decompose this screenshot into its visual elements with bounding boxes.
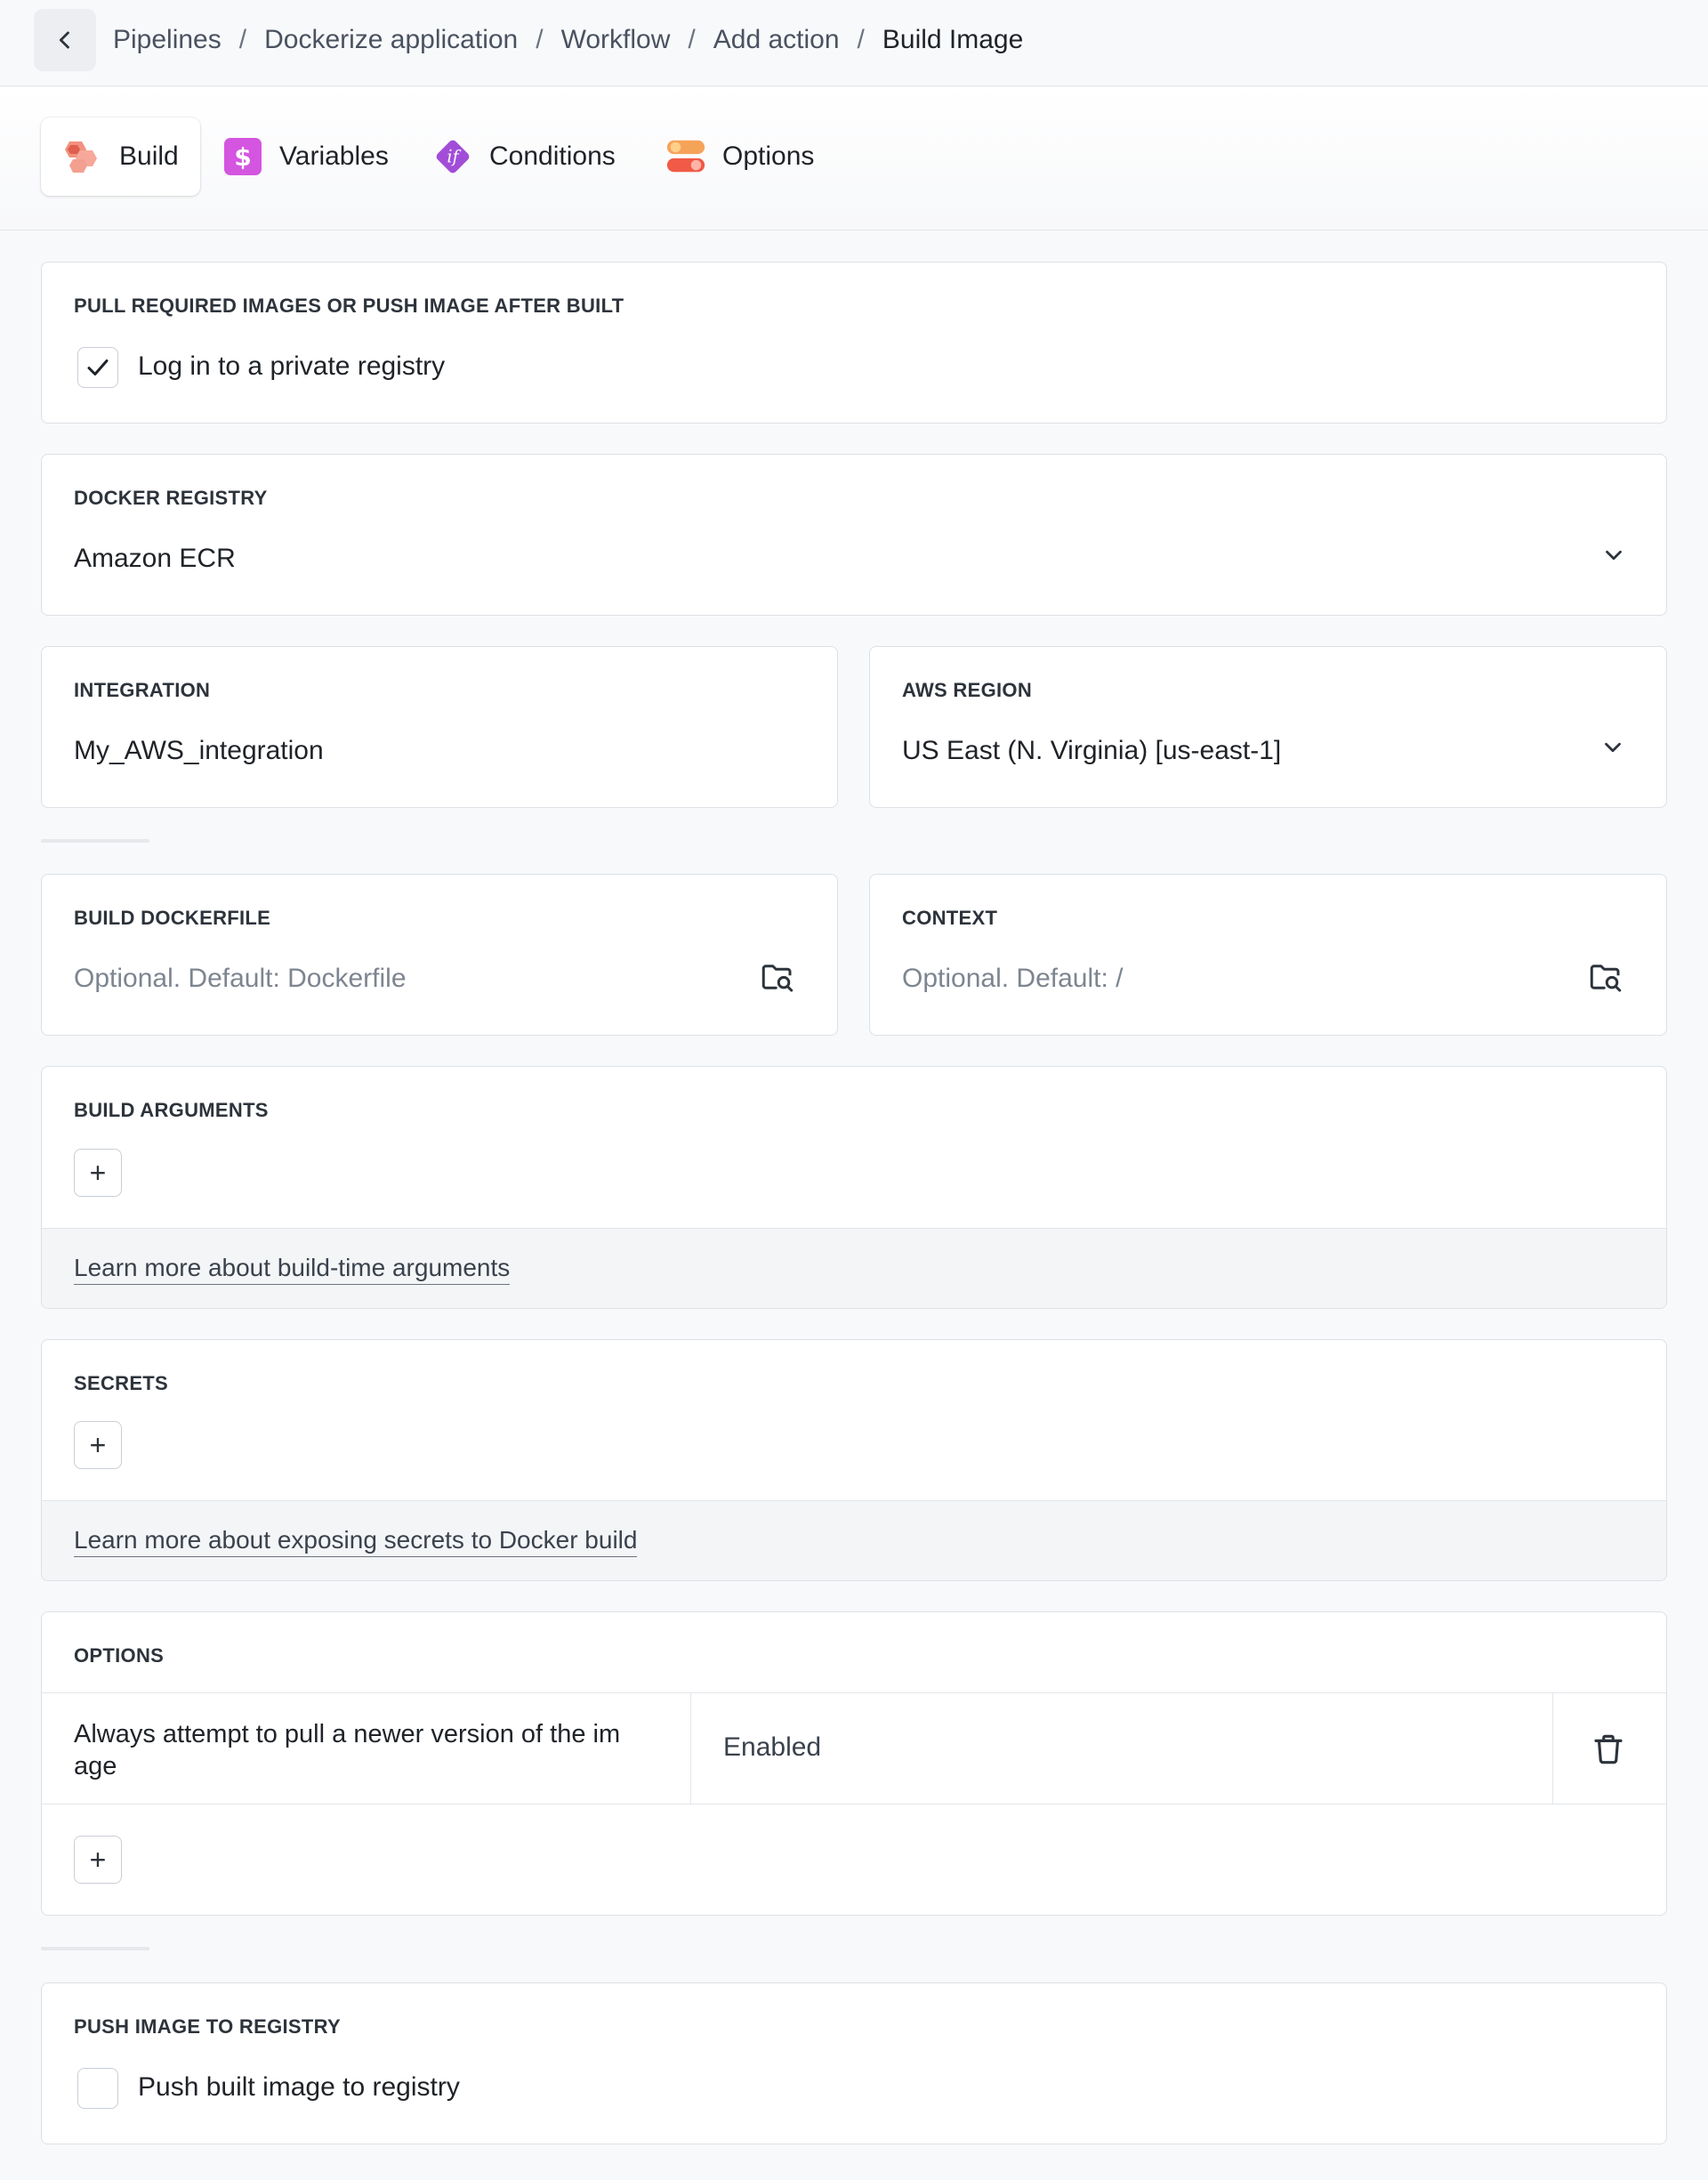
build-arguments-label: BUILD ARGUMENTS xyxy=(74,1099,269,1121)
tab-conditions-label: Conditions xyxy=(489,141,616,171)
svg-text:if: if xyxy=(447,146,459,167)
trash-icon[interactable] xyxy=(1590,1731,1627,1768)
add-secret-button[interactable]: + xyxy=(74,1421,122,1469)
check-icon xyxy=(85,354,111,381)
chevron-down-icon xyxy=(1600,542,1627,569)
breadcrumb-pipelines[interactable]: Pipelines xyxy=(113,25,222,54)
push-image-card xyxy=(41,1982,1667,2144)
option-value: Enabled xyxy=(723,1732,822,1762)
build-arguments-card xyxy=(41,1066,1667,1309)
toggles-icon xyxy=(665,136,706,177)
build-dockerfile-label: BUILD DOCKERFILE xyxy=(74,907,271,929)
add-build-argument-button[interactable]: + xyxy=(74,1149,122,1197)
secrets-card xyxy=(41,1339,1667,1581)
pull-images-label: PULL REQUIRED IMAGES OR PUSH IMAGE AFTER BUILT xyxy=(74,295,624,317)
tabs-bar xyxy=(0,87,1708,230)
build-dockerfile-field[interactable] xyxy=(41,874,838,1036)
build-dockerfile-input[interactable]: Optional. Default: Dockerfile xyxy=(74,964,407,993)
breadcrumb-workflow[interactable]: Workflow xyxy=(560,25,671,54)
breadcrumb-separator: / xyxy=(238,25,247,54)
context-field[interactable] xyxy=(869,874,1667,1036)
dollar-icon xyxy=(222,136,263,177)
secrets-footer xyxy=(42,1500,1666,1580)
breadcrumb-add-action[interactable]: Add action xyxy=(713,25,840,54)
breadcrumb xyxy=(113,0,1023,80)
tab-options[interactable] xyxy=(644,117,835,196)
folder-search-icon[interactable] xyxy=(759,958,796,996)
breadcrumb-separator: / xyxy=(857,25,865,54)
tab-build[interactable] xyxy=(41,117,200,196)
option-name-line: age xyxy=(74,1752,117,1780)
option-name xyxy=(74,1718,620,1782)
private-registry-checkbox[interactable] xyxy=(77,347,118,388)
option-name-line: Always attempt to pull a newer version of the im xyxy=(74,1720,621,1748)
if-diamond-icon xyxy=(432,136,473,177)
build-arguments-footer xyxy=(42,1228,1666,1308)
integration-label: INTEGRATION xyxy=(74,679,211,701)
build-arguments-learn-more-link[interactable]: Learn more about build-time arguments xyxy=(74,1254,510,1285)
folder-search-icon[interactable] xyxy=(1587,958,1624,996)
svg-text:$: $ xyxy=(234,142,252,172)
aws-region-label: AWS REGION xyxy=(902,679,1033,701)
aws-region-value: US East (N. Virginia) [us-east-1] xyxy=(902,736,1282,765)
tab-variables[interactable] xyxy=(201,117,410,196)
options-card xyxy=(41,1611,1667,1916)
docker-registry-label: DOCKER REGISTRY xyxy=(74,487,268,509)
private-registry-label[interactable]: Log in to a private registry xyxy=(138,351,446,381)
push-image-checkbox[interactable] xyxy=(77,2068,118,2109)
breadcrumb-current: Build Image xyxy=(882,25,1024,54)
docker-registry-value: Amazon ECR xyxy=(74,544,236,573)
options-label: OPTIONS xyxy=(74,1644,165,1667)
context-label: CONTEXT xyxy=(902,907,998,929)
push-image-checkbox-label[interactable]: Push built image to registry xyxy=(138,2072,460,2102)
breadcrumb-separator: / xyxy=(688,25,696,54)
secrets-label: SECRETS xyxy=(74,1372,169,1394)
pull-images-card xyxy=(41,262,1667,424)
context-input[interactable]: Optional. Default: / xyxy=(902,964,1124,993)
push-image-label: PUSH IMAGE TO REGISTRY xyxy=(74,2015,341,2038)
section-divider xyxy=(41,839,149,843)
tab-conditions[interactable] xyxy=(411,117,637,196)
tab-build-label: Build xyxy=(119,141,179,171)
integration-value: My_AWS_integration xyxy=(74,736,324,765)
top-bar xyxy=(0,0,1708,86)
section-divider xyxy=(41,1947,149,1950)
tab-variables-label: Variables xyxy=(279,141,389,171)
tab-options-label: Options xyxy=(722,141,815,171)
chevron-left-icon xyxy=(52,28,77,52)
docker-registry-select[interactable] xyxy=(41,454,1667,616)
option-row xyxy=(42,1692,1666,1805)
back-button[interactable] xyxy=(34,9,96,71)
build-hex-icon xyxy=(62,136,103,177)
integration-field[interactable] xyxy=(41,646,838,808)
breadcrumb-dockerize-application[interactable]: Dockerize application xyxy=(264,25,519,54)
option-name-cell xyxy=(42,1693,691,1804)
aws-region-select[interactable] xyxy=(869,646,1667,808)
secrets-learn-more-link[interactable]: Learn more about exposing secrets to Docker build xyxy=(74,1526,637,1557)
chevron-down-icon xyxy=(1599,734,1626,761)
option-value-cell[interactable] xyxy=(691,1693,1553,1804)
breadcrumb-separator: / xyxy=(536,25,544,54)
add-option-button[interactable]: + xyxy=(74,1836,122,1884)
